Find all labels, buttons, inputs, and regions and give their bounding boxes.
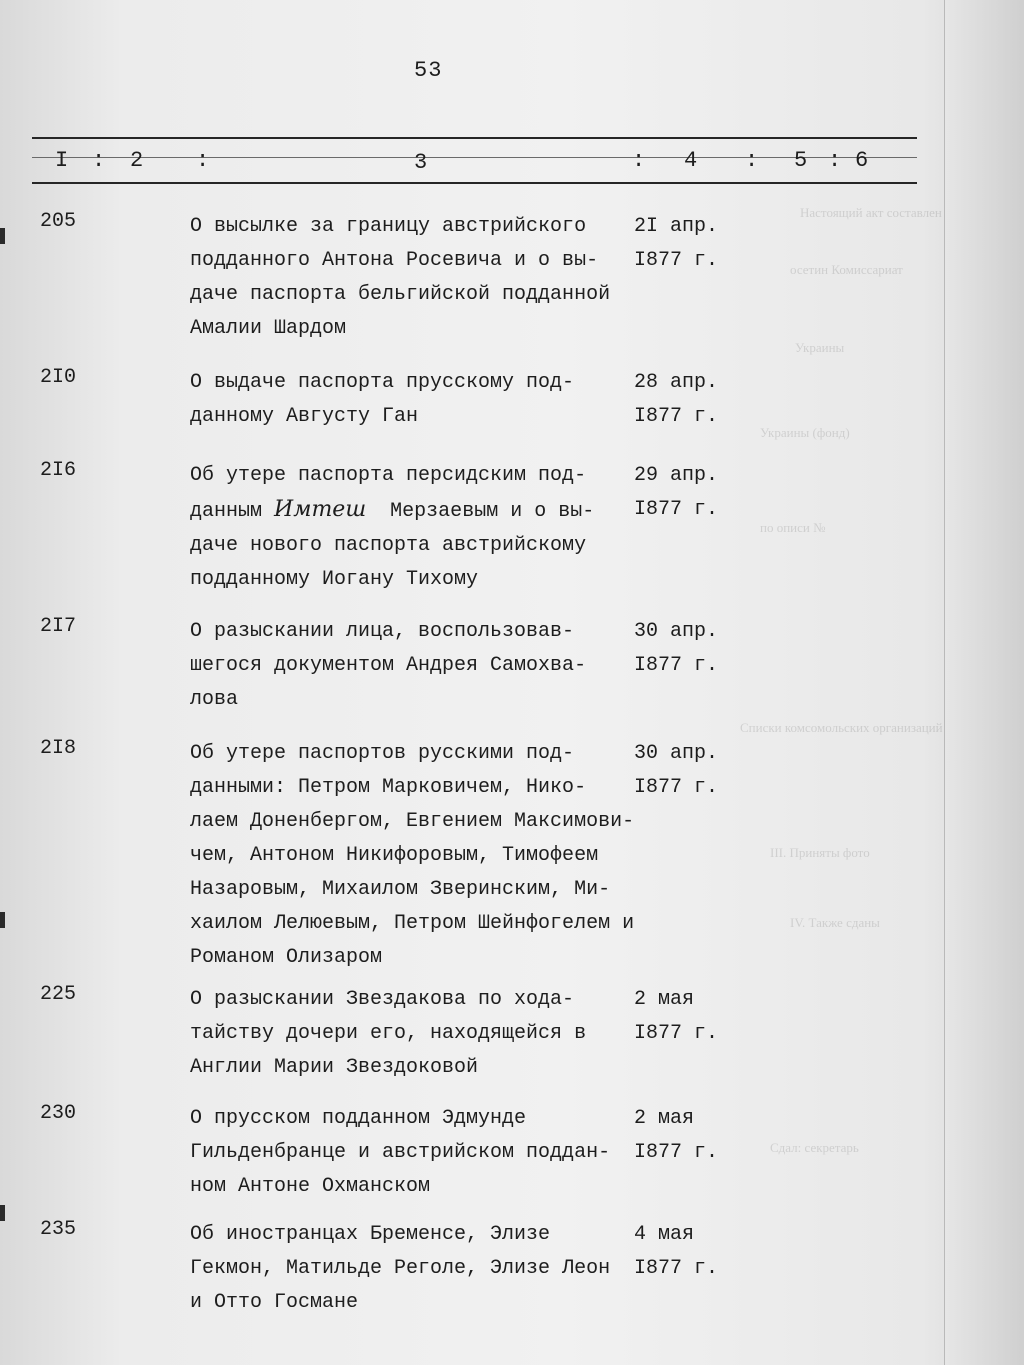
bleed-through-text: Списки комсомольских организаций <box>740 720 943 735</box>
entry-date: 30 апр. I877 г. <box>634 620 719 677</box>
column-separator: : <box>828 148 842 173</box>
header-rule-top <box>32 137 917 139</box>
column-header-1: I <box>55 148 69 173</box>
entry-number: 230 <box>40 1102 77 1125</box>
entry-number: 2I7 <box>40 615 77 638</box>
entry-number: 2I8 <box>40 737 77 760</box>
bleed-through-text: Настоящий акт составлен <box>800 205 942 220</box>
bleed-through-text: IV. Также сданы <box>790 915 880 930</box>
entry-description: О прусском подданном Эдмунде Гильденбранце и австрийском поддан- ном Антоне Охманском <box>190 1107 611 1198</box>
entry-description: О высылке за границу австрийского подданного Антона Росевича и о вы- даче паспорта бельгийской подданной Амалии Шардом <box>190 215 611 340</box>
entry-description: Об утере паспортов русскими под- данными: Петром Марковичем, Нико- лаем Доненбергом, Евгением Максимови- чем, Антоном Никифоровым, Тимофеем Назаровым, Михаилом Зверинским, Ми- хаилом Лелюевым, Петром Шейнфогелем и Романом Олизаром <box>190 742 635 969</box>
entry-date: 2I апр. I877 г. <box>634 215 719 272</box>
column-header-2: 2 <box>130 148 144 173</box>
bleed-through-text: III. Приняты фото <box>770 845 870 860</box>
entry-description: Об иностранцах Бременсе, Элизе Гекмон, Матильде Реголе, Элизе Леон и Отто Госмане <box>190 1223 611 1314</box>
underlying-page-edge <box>944 0 1024 1365</box>
bleed-through-text: осетин Комиссариат <box>790 262 903 277</box>
binding-mark <box>0 228 5 244</box>
entry-description: О разыскании лица, воспользовав- шегося документом Андрея Самохва- лова <box>190 620 587 711</box>
entry-number: 2I0 <box>40 366 77 389</box>
column-separator: : <box>196 148 210 173</box>
column-separator: : <box>92 148 106 173</box>
entry-number: 205 <box>40 210 77 233</box>
entry-number: 235 <box>40 1218 77 1241</box>
binding-mark <box>0 1205 5 1221</box>
binding-mark <box>0 912 5 928</box>
page-number: 53 <box>414 58 443 83</box>
handwritten-insertion: Имтеш <box>274 497 367 522</box>
column-separator: : <box>745 148 759 173</box>
entry-date: 2 мая I877 г. <box>634 1107 719 1164</box>
column-separator: : <box>632 148 646 173</box>
entry-date: 29 апр. I877 г. <box>634 464 719 521</box>
entry-date: 2 мая I877 г. <box>634 988 719 1045</box>
column-header-6: 6 <box>855 148 869 173</box>
entry-number: 2I6 <box>40 459 77 482</box>
column-header-4: 4 <box>684 148 698 173</box>
entry-date: 28 апр. I877 г. <box>634 371 719 428</box>
bleed-through-text: по описи № <box>760 520 826 535</box>
bleed-through-text: Украины <box>795 340 845 355</box>
column-header-3: 3 <box>414 150 428 175</box>
header-rule-inner <box>32 157 917 158</box>
entry-description: Об утере паспорта персидским под- данным Имтеш Мерзаевым и о вы- даче нового паспорта австрийскому подданному Иогану Тихому <box>190 464 595 591</box>
bleed-through-text: Сдал: секретарь <box>770 1140 859 1155</box>
column-header-5: 5 <box>794 148 808 173</box>
entry-date: 4 мая I877 г. <box>634 1223 719 1280</box>
entry-description: О выдаче паспорта прусскому под- данному Августу Ган <box>190 371 575 428</box>
entry-date: 30 апр. I877 г. <box>634 742 719 799</box>
entry-number: 225 <box>40 983 77 1006</box>
entry-description: О разыскании Звездакова по хода- тайству дочери его, находящейся в Англии Марии Звездоковой <box>190 988 587 1079</box>
header-rule-bottom <box>32 182 917 184</box>
bleed-through-text: Украины (фонд) <box>760 425 850 440</box>
